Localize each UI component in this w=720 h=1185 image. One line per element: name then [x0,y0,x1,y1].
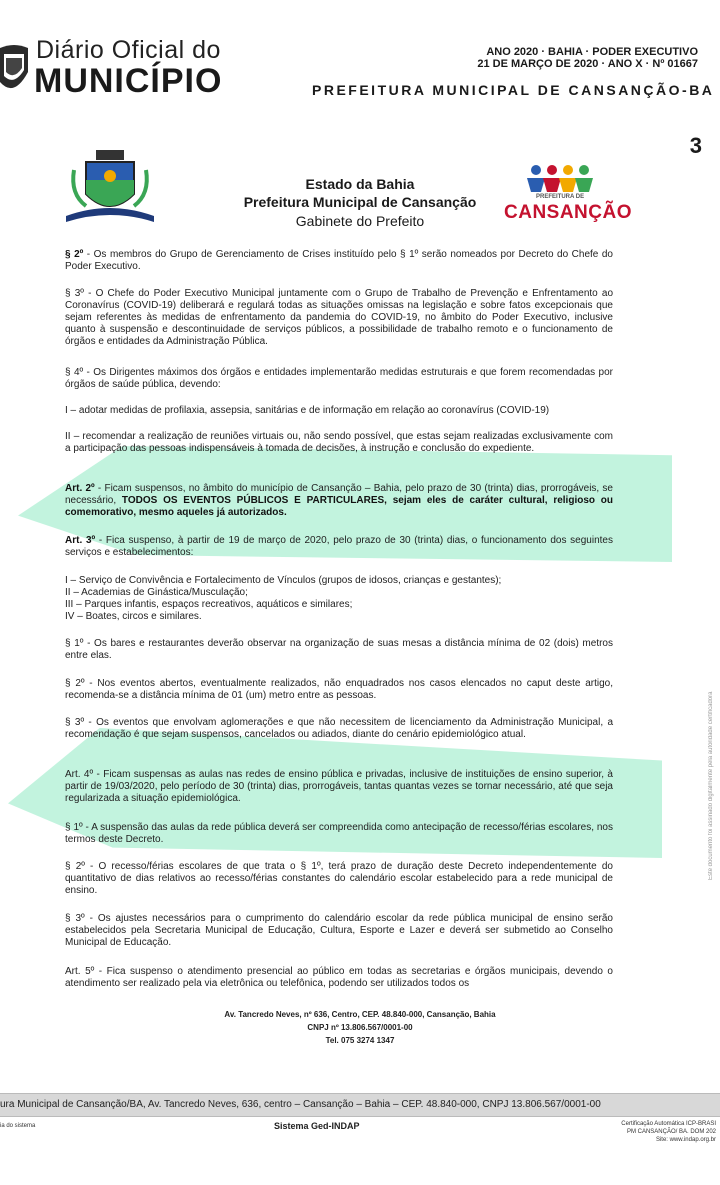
page-number: 3 [689,133,702,158]
system-name: Sistema Ged-INDAP [274,1121,360,1131]
paragraph-art3 [65,535,613,559]
letterhead-gabinete: Gabinete do Prefeito [295,213,425,229]
list-item-1: I – Serviço de Convivência e Fortalecimento de Vínculos (grupos de idosos, crianças e gestantes); [65,575,502,586]
gazette-title-big: MUNICÍPIO [34,62,223,100]
paragraph-label: § 2º [65,249,84,260]
dom-line: PM CANSANÇÃO/ BA. DOM 202 [626,1129,716,1135]
logo-caption: PREFEITURA DE [536,194,585,200]
paragraph-art4-s2: § 2º - O recesso/férias escolares de que trata o § 1º, terá prazo de duração deste Decreto independentemente do quantitativo de dias relativos ao recesso/férias constantes do calendário escolar estabelecido para a rede municipal de ensino. [65,861,613,896]
paragraph-art5: Art. 5º - Fica suspenso o atendimento presencial ao público em todas as secretarias e órgãos municipais, devendo o atendimento ser realizado pela via eletrônica ou telefônica, podendo ser utilizados todos os [65,966,613,989]
logo-figure-head [563,165,573,175]
list-item-4: IV – Boates, circos e similares. [65,611,202,622]
paragraph-s3: § 3º - O Chefe do Poder Executivo Municipal juntamente com o Grupo de Trabalho de Prevenção e Enfrentamento ao Coronavírus (COVID-19) deliberará e regulará todas as situações omissas na legislação e sobre fatos excepcionais que sejam referentes às medidas de enfrentamento da pandemia do COVID-19, no âmbito do Poder Executivo, inclusive quanto à suspensão e descontinuidade de serviços públicos, a possibilidade de trabalho remoto e o funcionamento de órgãos e entidades da Administração Pública. [65,288,613,347]
prefeitura-heading: PREFEITURA MUNICIPAL DE CANSANÇÃO-BA [312,82,715,98]
footer-cnpj: CNPJ nº 13.806.567/0001-00 [307,1023,413,1032]
coat-of-arms-icon [0,42,28,98]
article-emphasis: TODOS OS EVENTOS PÚBLICOS E PARTICULARES, sejam eles de caráter cultural, religioso ou comemorativo, mesmo aqueles já autorizados. [65,495,613,518]
article-text: - Fica suspenso, à partir de 19 de março de 2020, pelo prazo de 30 (trinta) dias, o funcionamento dos seguintes serviços e estabelecimentos: [65,535,613,558]
logo-figure-body [559,178,577,192]
article-label: Art. 2º [65,483,95,494]
paragraph-s2 [65,249,613,273]
paragraph-art3-s2: § 2º - Nos eventos abertos, eventualmente realizados, não enquadrados nos casos elencados no caput deste artigo, recomenda-se a distância mínima de 01 (um) metro entre as pessoas. [65,678,613,701]
logo-text: CANSANÇÃO [504,202,632,223]
paragraph-item-i: I – adotar medidas de profilaxia, assepsia, sanitárias e de informação em relação ao coronavírus (COVID-19) [65,405,550,416]
masthead [0,0,720,115]
list-item-2: II – Academias de Ginástica/Musculação; [65,587,248,598]
logo-figure-body [543,178,561,192]
footer-address: Av. Tancredo Neves, nº 636, Centro, CEP. 48.840-000, Cansanção, Bahia [224,1010,496,1019]
footer-phone: Tel. 075 3274 1347 [325,1036,395,1045]
gazette-title-small: Diário Oficial do [36,36,221,64]
side-certification-note: Este documento foi assinado digitalmente pela autoridade certificadora [708,691,714,880]
letterhead-state: Estado da Bahia [305,176,415,192]
logo-figure-head [547,165,557,175]
logo-figure-head [579,165,589,175]
paragraph-art4: Art. 4º - Ficam suspensas as aulas nas redes de ensino pública e privadas, inclusive de instituições de ensino superior, à partir de 19/03/2020, pelo período de 30 (trinta) dias, prorrogáveis, tantas quantas vezes se tornar necessário, até que seja regularizada a situação epidemiológica. [65,769,613,804]
site-link[interactable]: Site: www.indap.org.br [655,1137,716,1143]
system-footer-address: ura Municipal de Cansanção/BA, Av. Tancredo Neves, 636, centro – Cansanção – Bahia – CEP. 48.840-000, CNPJ 13.806.567/0001-00 [0,1099,601,1110]
logo-figure-body [527,178,545,192]
paragraph-art2 [65,483,613,519]
edition-date: 21 DE MARÇO DE 2020 · ANO X · Nº 01667 [477,58,698,70]
paragraph-art4-s3: § 3º - Os ajustes necessários para o cumprimento do calendário escolar da rede pública municipal de ensino serão estabelecidos pela Secretaria Municipal de Educação, Cultura, Esporte e Lazer e deverá ser submetido ao Conselho Municipal de Educação. [65,913,613,948]
paragraph-text: - Os membros do Grupo de Gerenciamento de Crises instituído pelo § 1º serão nomeados por Decreto do Chefe do Poder Executivo. [65,249,613,272]
letterhead-prefeitura: Prefeitura Municipal de Cansanção [243,194,477,210]
system-footer-left: ia do sistema [0,1123,36,1129]
article-label: Art. 3º [65,535,96,546]
paragraph-art4-s1: § 1º - A suspensão das aulas da rede pública deverá ser compreendida como antecipação de recesso/férias escolares, nos termos deste Decreto. [65,822,613,845]
paragraph-art3-s1: § 1º - Os bares e restaurantes deverão observar na organização de suas mesas a distância mínima de 02 (dois) metros entre elas. [65,638,613,661]
list-item-3: III – Parques infantis, espaços recreativos, aquáticos e similares; [65,599,353,610]
paragraph-s4: § 4º - Os Dirigentes máximos dos órgãos e entidades implementarão medidas estruturais e que forem recomendadas por órgãos de saúde pública, devendo: [65,367,613,390]
logo-figure-body [575,178,593,192]
certification-line: Certificação Automática ICP-BRASI [621,1121,716,1127]
paragraph-item-ii: II – recomendar a realização de reuniões virtuais ou, não sendo possível, que estas sejam realizadas exclusivamente com a participação das pessoas indispensáveis à tomada de decisões, à instrução e conclusão do expediente. [65,431,613,454]
article-text: - Ficam suspensos, no âmbito do município de Cansanção – Bahia, pelo prazo de 30 (trinta) dias, prorrogáveis, se necessário, [65,483,613,506]
edition-info: ANO 2020 · BAHIA · PODER EXECUTIVO [486,46,698,58]
logo-figure-head [531,165,541,175]
paragraph-art3-s3: § 3º - Os eventos que envolvam aglomerações e que não necessitem de licenciamento da Administração Municipal, a recomendação é que sejam suspensos, cancelados ou adiados, diante do cenário epidemiológico atual. [65,717,613,740]
